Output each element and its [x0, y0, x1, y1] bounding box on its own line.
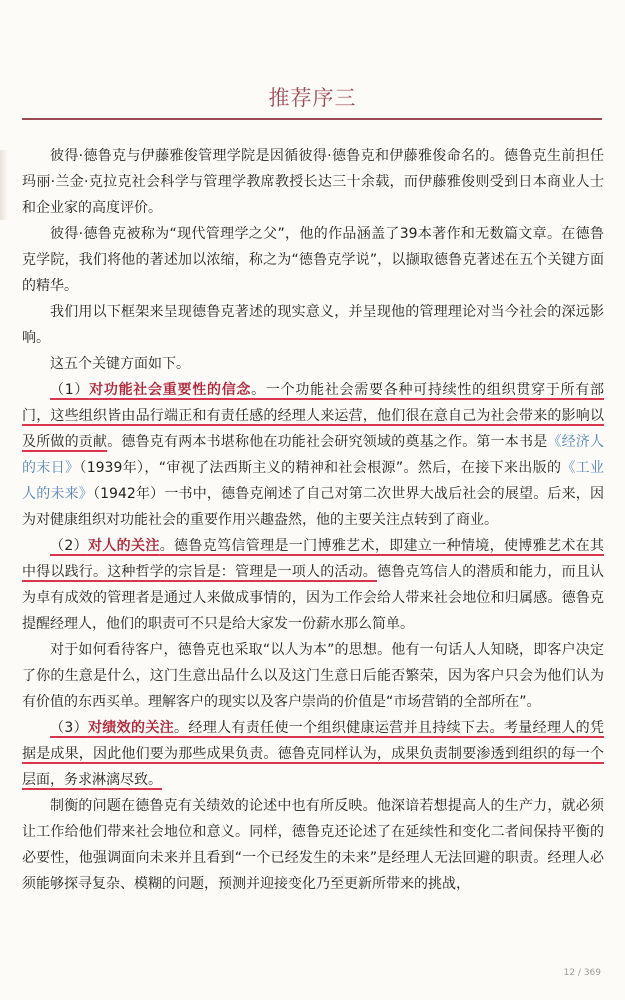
paragraph-1: 彼得·德鲁克与伊藤雅俊管理学院是因循彼得·德鲁克和伊藤雅俊命名的。德鲁克生前担任玛丽·兰金·克拉克社会科学与管理学教席教授长达三十余载，而伊藤雅俊则受到日本商业人士和企业家的高度评价。: [22, 148, 604, 216]
paragraph-6: [22, 533, 604, 637]
body-text: [22, 143, 604, 897]
text-5a: 。德鲁克有两本书堪称他在功能社会研究领域的奠基之作。第一本书是: [107, 434, 548, 450]
paragraph-8: [22, 715, 604, 793]
key-heading-2: 对人的关注: [87, 538, 160, 554]
page-edge-shadow: [0, 150, 8, 220]
page-indicator: 12 / 369: [563, 968, 601, 978]
item-number-1: （1）: [50, 382, 90, 398]
paragraph-2: 彼得·德鲁克被称为“现代管理学之父”，他的作品涵盖了39本著作和无数篇文章。在德鲁克学院，我们将他的著述加以浓缩，称之为“德鲁克学说”，以撷取德鲁克著述在五个关键方面的精华。: [22, 226, 604, 294]
paragraph-5: [22, 377, 604, 533]
paragraph-4: 这五个关键方面如下。: [50, 356, 190, 372]
underlined-text-1: 。一个功能社会需要各种可持续性的组织贯穿于所有部门，这些组织皆由品行端正和有责任感的经理人来运营，他们很在意自己为社会带来的影响以及所做的贡献: [22, 382, 605, 450]
paragraph-3: 我们用以下框架来呈现德鲁克著述的现实意义，并呈现他的管理理论对当今社会的深远影响。: [22, 304, 604, 346]
key-heading-3: 对绩效的关注: [87, 720, 175, 736]
title-divider: [22, 118, 602, 120]
book-title-1: 《经济人的末日》: [22, 434, 605, 476]
text-6: 德鲁克笃信人的潜质和能力，而且认为卓有成效的管理者是通过人来做成事情的，因为工作会给人带来社会地位和归属感。德鲁克提醒经理人，他们的职责可不只是给大家发一份薪水那么简单。: [22, 564, 604, 632]
underlined-text-3: 。经理人有责任使一个组织健康运营并且持续下去。考量经理人的凭据是成果，因此他们要为那些成果负责。德鲁克同样认为，成果负责制要渗透到组织的每一个层面，务求淋漓尽致。: [22, 720, 605, 788]
underlined-text-2: 。德鲁克笃信管理是一门博雅艺术，即建立一种情境，使博雅艺术在其中得以践行。这种哲学的宗旨是：管理是一项人的活动。: [22, 538, 605, 580]
key-heading-1: 对功能社会重要性的信念: [89, 382, 252, 398]
text-5b: （1939年），“审视了法西斯主义的精神和社会根源”。然后，在接下来出版的: [79, 460, 562, 476]
highlight-underline-3: [22, 720, 604, 788]
paragraph-9: 制衡的问题在德鲁克有关绩效的论述中也有所反映。他深谙若想提高人的生产力，就必须让工作给他们带来社会地位和意义。同样，德鲁克还论述了在延续性和变化二者间保持平衡的必要性，他强调面向未来并且看到“一个已经发生的未来”是经理人无法回避的职责。经理人必须能够探寻复杂、模糊的问题，预测并迎接变化乃至更新所带来的挑战，: [22, 798, 604, 892]
text-5c: （1942年）一书中，德鲁克阐述了自己对第二次世界大战后社会的展望。后来，因为对健康组织对功能社会的重要作用兴趣盎然，他的主要关注点转到了商业。: [22, 486, 604, 528]
paragraph-7: 对于如何看待客户，德鲁克也采取“以人为本”的思想。他有一句话人人知晓，即客户决定了你的生意是什么，这门生意出品什么以及这门生意日后能否繁荣，因为客户只会为他们认为有价值的东西买单。理解客户的现实以及客户崇尚的价值是“市场营销的全部所在”。: [22, 642, 604, 710]
page-title: 推荐序三: [268, 86, 357, 110]
book-title-2: 《工业人的未来》: [22, 460, 605, 502]
item-number-3: （3）: [50, 720, 88, 736]
item-number-2: （2）: [50, 538, 88, 554]
